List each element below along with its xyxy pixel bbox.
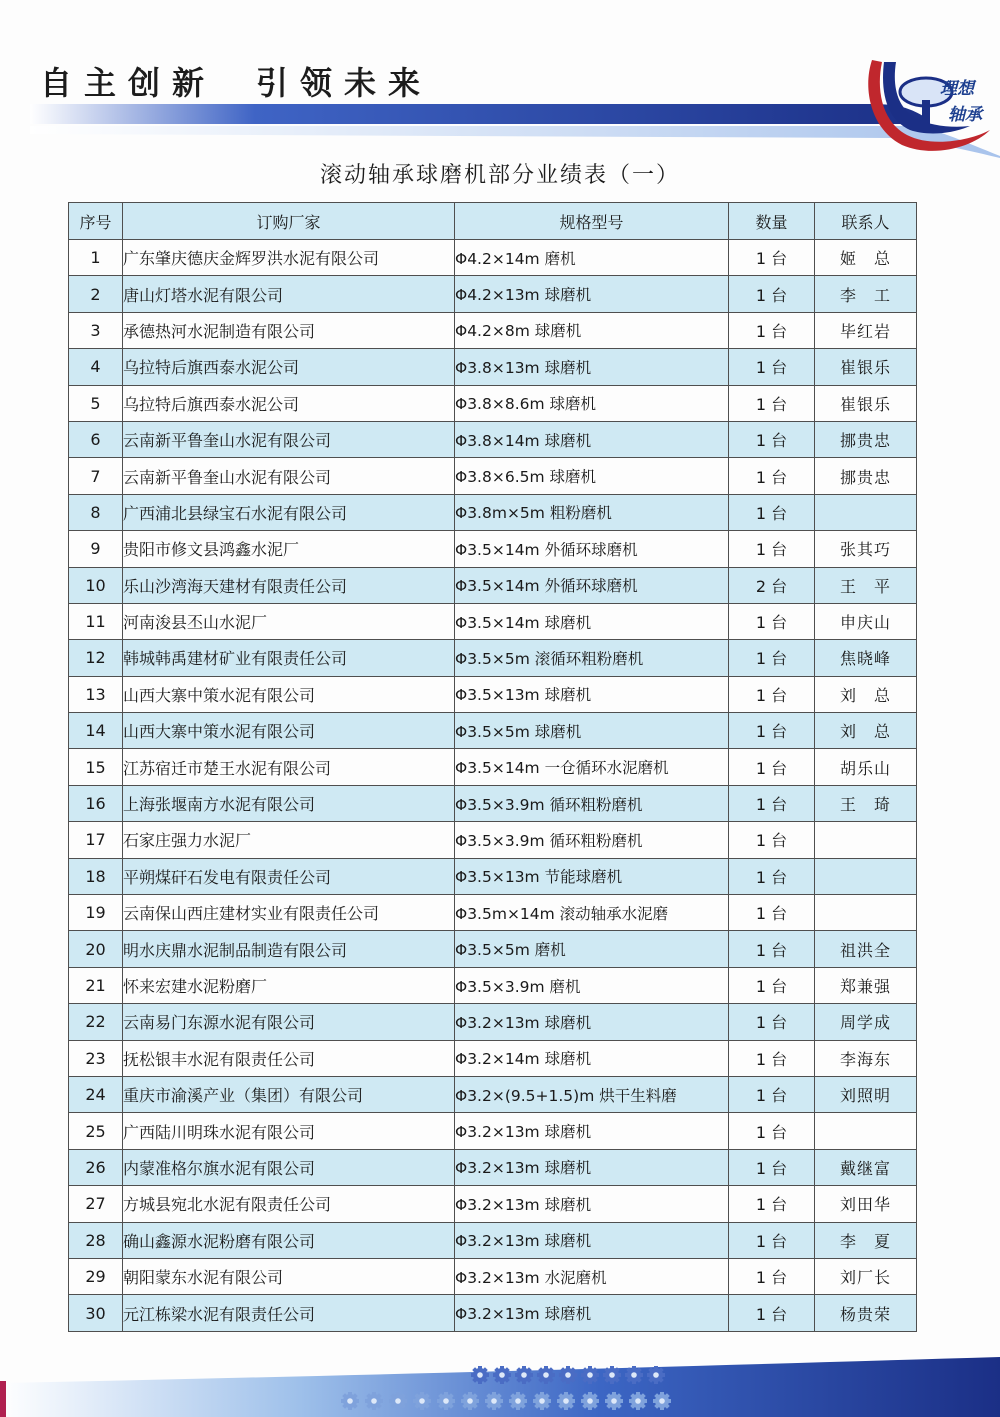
table-row — [69, 1222, 917, 1258]
row-company: 贵阳市修文县鸿鑫水泥厂 — [123, 531, 455, 567]
page-title: 滚动轴承球磨机部分业绩表（一） — [319, 163, 680, 188]
row-spec: Φ3.2×14m 球磨机 — [455, 1040, 729, 1076]
row-spec: Φ3.2×13m 球磨机 — [455, 1186, 729, 1222]
row-contact — [815, 895, 917, 931]
row-number: 18 — [69, 858, 123, 894]
row-spec: Φ3.5×5m 磨机 — [455, 931, 729, 967]
row-contact — [815, 822, 917, 858]
row-spec: Φ3.2×13m 球磨机 — [455, 1004, 729, 1040]
table-row — [69, 640, 917, 676]
row-contact: 王 琦 — [815, 785, 917, 821]
row-spec: Φ4.2×8m 球磨机 — [455, 312, 729, 348]
row-quantity: 1 台 — [729, 1040, 815, 1076]
table-row — [69, 1004, 917, 1040]
row-quantity: 1 台 — [729, 421, 815, 457]
row-number: 25 — [69, 1113, 123, 1149]
row-number: 7 — [69, 458, 123, 494]
row-quantity: 1 台 — [729, 895, 815, 931]
table-row — [69, 567, 917, 603]
row-company: 内蒙准格尔旗水泥有限公司 — [123, 1149, 455, 1185]
row-spec: Φ3.5m×14m 滚动轴承水泥磨 — [455, 895, 729, 931]
row-contact — [815, 494, 917, 530]
row-quantity: 1 台 — [729, 640, 815, 676]
row-number: 28 — [69, 1222, 123, 1258]
row-contact: 刘田华 — [815, 1186, 917, 1222]
row-contact: 戴继富 — [815, 1149, 917, 1185]
row-number: 14 — [69, 713, 123, 749]
table-row — [69, 240, 917, 276]
row-spec: Φ3.8×6.5m 球磨机 — [455, 458, 729, 494]
col-header-qty: 数量 — [729, 203, 815, 240]
row-contact: 崔银乐 — [815, 385, 917, 421]
row-company: 朝阳蒙东水泥有限公司 — [123, 1258, 455, 1294]
row-contact — [815, 858, 917, 894]
row-number: 30 — [69, 1295, 123, 1331]
row-number: 6 — [69, 421, 123, 457]
row-company: 承德热河水泥制造有限公司 — [123, 312, 455, 348]
logo-text-bottom: 轴承 — [948, 105, 982, 125]
row-number: 10 — [69, 567, 123, 603]
row-number: 1 — [69, 240, 123, 276]
row-contact: 刘厂长 — [815, 1258, 917, 1294]
row-spec: Φ3.2×13m 球磨机 — [455, 1149, 729, 1185]
col-header-no: 序号 — [69, 203, 123, 240]
table-row — [69, 1113, 917, 1149]
row-quantity: 2 台 — [729, 567, 815, 603]
row-quantity: 1 台 — [729, 713, 815, 749]
row-contact: 周学成 — [815, 1004, 917, 1040]
row-contact: 刘 总 — [815, 713, 917, 749]
row-company: 平朔煤矸石发电有限责任公司 — [123, 858, 455, 894]
row-spec: Φ3.5×5m 球磨机 — [455, 713, 729, 749]
row-quantity: 1 台 — [729, 312, 815, 348]
row-quantity: 1 台 — [729, 276, 815, 312]
row-quantity: 1 台 — [729, 858, 815, 894]
row-company: 抚松银丰水泥有限责任公司 — [123, 1040, 455, 1076]
row-quantity: 1 台 — [729, 349, 815, 385]
row-number: 5 — [69, 385, 123, 421]
row-spec: Φ4.2×13m 球磨机 — [455, 276, 729, 312]
row-number: 9 — [69, 531, 123, 567]
row-quantity: 1 台 — [729, 1149, 815, 1185]
row-number: 22 — [69, 1004, 123, 1040]
row-number: 20 — [69, 931, 123, 967]
row-company: 乌拉特后旗西泰水泥公司 — [123, 385, 455, 421]
table-row — [69, 349, 917, 385]
row-contact: 挪贵忠 — [815, 421, 917, 457]
table-row — [69, 1258, 917, 1294]
logo-text-top: 理想 — [940, 79, 974, 99]
row-spec: Φ4.2×14m 磨机 — [455, 240, 729, 276]
table-row — [69, 895, 917, 931]
row-number: 26 — [69, 1149, 123, 1185]
row-quantity: 1 台 — [729, 531, 815, 567]
row-company: 韩城韩禹建材矿业有限责任公司 — [123, 640, 455, 676]
row-company: 上海张堰南方水泥有限公司 — [123, 785, 455, 821]
row-spec: Φ3.8×8.6m 球磨机 — [455, 385, 729, 421]
row-number: 3 — [69, 312, 123, 348]
row-spec: Φ3.5×14m 球磨机 — [455, 603, 729, 639]
row-quantity: 1 台 — [729, 240, 815, 276]
row-quantity: 1 台 — [729, 458, 815, 494]
row-spec: Φ3.2×13m 球磨机 — [455, 1295, 729, 1331]
row-company: 云南新平鲁奎山水泥有限公司 — [123, 458, 455, 494]
row-company: 江苏宿迁市楚王水泥有限公司 — [123, 749, 455, 785]
row-quantity: 1 台 — [729, 385, 815, 421]
row-spec: Φ3.5×14m 一仓循环水泥磨机 — [455, 749, 729, 785]
row-number: 21 — [69, 967, 123, 1003]
table-row — [69, 421, 917, 457]
row-contact: 王 平 — [815, 567, 917, 603]
row-company: 广西陆川明珠水泥有限公司 — [123, 1113, 455, 1149]
row-number: 29 — [69, 1258, 123, 1294]
table-row — [69, 822, 917, 858]
row-company: 山西大寨中策水泥有限公司 — [123, 676, 455, 712]
row-quantity: 1 台 — [729, 749, 815, 785]
row-quantity: 1 台 — [729, 931, 815, 967]
row-contact: 李海东 — [815, 1040, 917, 1076]
table-row — [69, 531, 917, 567]
row-number: 17 — [69, 822, 123, 858]
row-company: 方城县宛北水泥有限责任公司 — [123, 1186, 455, 1222]
row-number: 8 — [69, 494, 123, 530]
table-row — [69, 967, 917, 1003]
table-row — [69, 1076, 917, 1112]
table-row — [69, 785, 917, 821]
table-row — [69, 1040, 917, 1076]
row-spec: Φ3.5×3.9m 循环粗粉磨机 — [455, 822, 729, 858]
row-contact: 焦晓峰 — [815, 640, 917, 676]
row-company: 重庆市渝溪产业（集团）有限公司 — [123, 1076, 455, 1112]
row-company: 确山鑫源水泥粉磨有限公司 — [123, 1222, 455, 1258]
col-header-spec: 规格型号 — [455, 203, 729, 240]
edge-mark — [0, 1381, 6, 1417]
row-contact: 胡乐山 — [815, 749, 917, 785]
row-number: 23 — [69, 1040, 123, 1076]
row-company: 云南易门东源水泥有限公司 — [123, 1004, 455, 1040]
table-row — [69, 603, 917, 639]
row-company: 云南保山西庄建材实业有限责任公司 — [123, 895, 455, 931]
table-row — [69, 276, 917, 312]
row-contact: 郑兼强 — [815, 967, 917, 1003]
row-company: 明水庆鼎水泥制品制造有限公司 — [123, 931, 455, 967]
row-company: 乌拉特后旗西泰水泥公司 — [123, 349, 455, 385]
row-company: 唐山灯塔水泥有限公司 — [123, 276, 455, 312]
row-quantity: 1 台 — [729, 1004, 815, 1040]
table-row — [69, 312, 917, 348]
row-contact: 申庆山 — [815, 603, 917, 639]
row-quantity: 1 台 — [729, 967, 815, 1003]
row-quantity: 1 台 — [729, 822, 815, 858]
row-number: 13 — [69, 676, 123, 712]
row-quantity: 1 台 — [729, 1258, 815, 1294]
table-row — [69, 676, 917, 712]
row-number: 15 — [69, 749, 123, 785]
row-spec: Φ3.5×5m 滚循环粗粉磨机 — [455, 640, 729, 676]
row-contact: 刘照明 — [815, 1076, 917, 1112]
row-contact: 毕红岩 — [815, 312, 917, 348]
row-spec: Φ3.2×(9.5+1.5)m 烘干生料磨 — [455, 1076, 729, 1112]
row-contact: 李 夏 — [815, 1222, 917, 1258]
row-number: 19 — [69, 895, 123, 931]
row-company: 石家庄强力水泥厂 — [123, 822, 455, 858]
row-spec: Φ3.2×13m 球磨机 — [455, 1222, 729, 1258]
table-row — [69, 385, 917, 421]
row-number: 4 — [69, 349, 123, 385]
row-spec: Φ3.8m×5m 粗粉磨机 — [455, 494, 729, 530]
table-row — [69, 931, 917, 967]
row-company: 广东肇庆德庆金辉罗洪水泥有限公司 — [123, 240, 455, 276]
row-company: 乐山沙湾海天建材有限责任公司 — [123, 567, 455, 603]
row-contact: 姬 总 — [815, 240, 917, 276]
performance-table — [68, 202, 917, 1332]
table-row — [69, 713, 917, 749]
row-company: 广西浦北县绿宝石水泥有限公司 — [123, 494, 455, 530]
table-row — [69, 1186, 917, 1222]
row-company: 云南新平鲁奎山水泥有限公司 — [123, 421, 455, 457]
row-number: 16 — [69, 785, 123, 821]
row-spec: Φ3.8×13m 球磨机 — [455, 349, 729, 385]
col-header-company: 订购厂家 — [123, 203, 455, 240]
row-contact: 挪贵忠 — [815, 458, 917, 494]
table-row — [69, 458, 917, 494]
row-contact: 李 工 — [815, 276, 917, 312]
table-header-row — [69, 203, 917, 240]
table-row — [69, 749, 917, 785]
row-quantity: 1 台 — [729, 603, 815, 639]
row-quantity: 1 台 — [729, 1076, 815, 1112]
row-spec: Φ3.5×14m 外循环球磨机 — [455, 531, 729, 567]
slogan — [40, 58, 472, 104]
row-spec: Φ3.5×3.9m 循环粗粉磨机 — [455, 785, 729, 821]
row-contact: 杨贵荣 — [815, 1295, 917, 1331]
row-number: 2 — [69, 276, 123, 312]
row-quantity: 1 台 — [729, 785, 815, 821]
row-spec: Φ3.8×14m 球磨机 — [455, 421, 729, 457]
slogan-left: 自主创新 — [40, 64, 217, 102]
row-number: 24 — [69, 1076, 123, 1112]
row-contact: 崔银乐 — [815, 349, 917, 385]
row-number: 27 — [69, 1186, 123, 1222]
company-logo — [852, 40, 992, 160]
table-row — [69, 1149, 917, 1185]
row-quantity: 1 台 — [729, 676, 815, 712]
row-spec: Φ3.5×13m 球磨机 — [455, 676, 729, 712]
row-company: 山西大寨中策水泥有限公司 — [123, 713, 455, 749]
row-quantity: 1 台 — [729, 1222, 815, 1258]
col-header-contact: 联系人 — [815, 203, 917, 240]
footer-band — [0, 1347, 1000, 1417]
row-quantity: 1 台 — [729, 1186, 815, 1222]
row-spec: Φ3.2×13m 球磨机 — [455, 1113, 729, 1149]
table-row — [69, 494, 917, 530]
row-contact: 刘 总 — [815, 676, 917, 712]
row-company: 怀来宏建水泥粉磨厂 — [123, 967, 455, 1003]
table-row — [69, 858, 917, 894]
row-company: 河南浚县丕山水泥厂 — [123, 603, 455, 639]
row-company: 元江栋梁水泥有限责任公司 — [123, 1295, 455, 1331]
row-number: 11 — [69, 603, 123, 639]
row-contact: 张其巧 — [815, 531, 917, 567]
row-spec: Φ3.5×3.9m 磨机 — [455, 967, 729, 1003]
slogan-right: 引领未来 — [256, 64, 433, 102]
row-spec: Φ3.2×13m 水泥磨机 — [455, 1258, 729, 1294]
row-contact — [815, 1113, 917, 1149]
row-quantity: 1 台 — [729, 1295, 815, 1331]
row-quantity: 1 台 — [729, 494, 815, 530]
row-spec: Φ3.5×13m 节能球磨机 — [455, 858, 729, 894]
row-quantity: 1 台 — [729, 1113, 815, 1149]
row-contact: 祖洪全 — [815, 931, 917, 967]
table-row — [69, 1295, 917, 1331]
row-spec: Φ3.5×14m 外循环球磨机 — [455, 567, 729, 603]
row-number: 12 — [69, 640, 123, 676]
